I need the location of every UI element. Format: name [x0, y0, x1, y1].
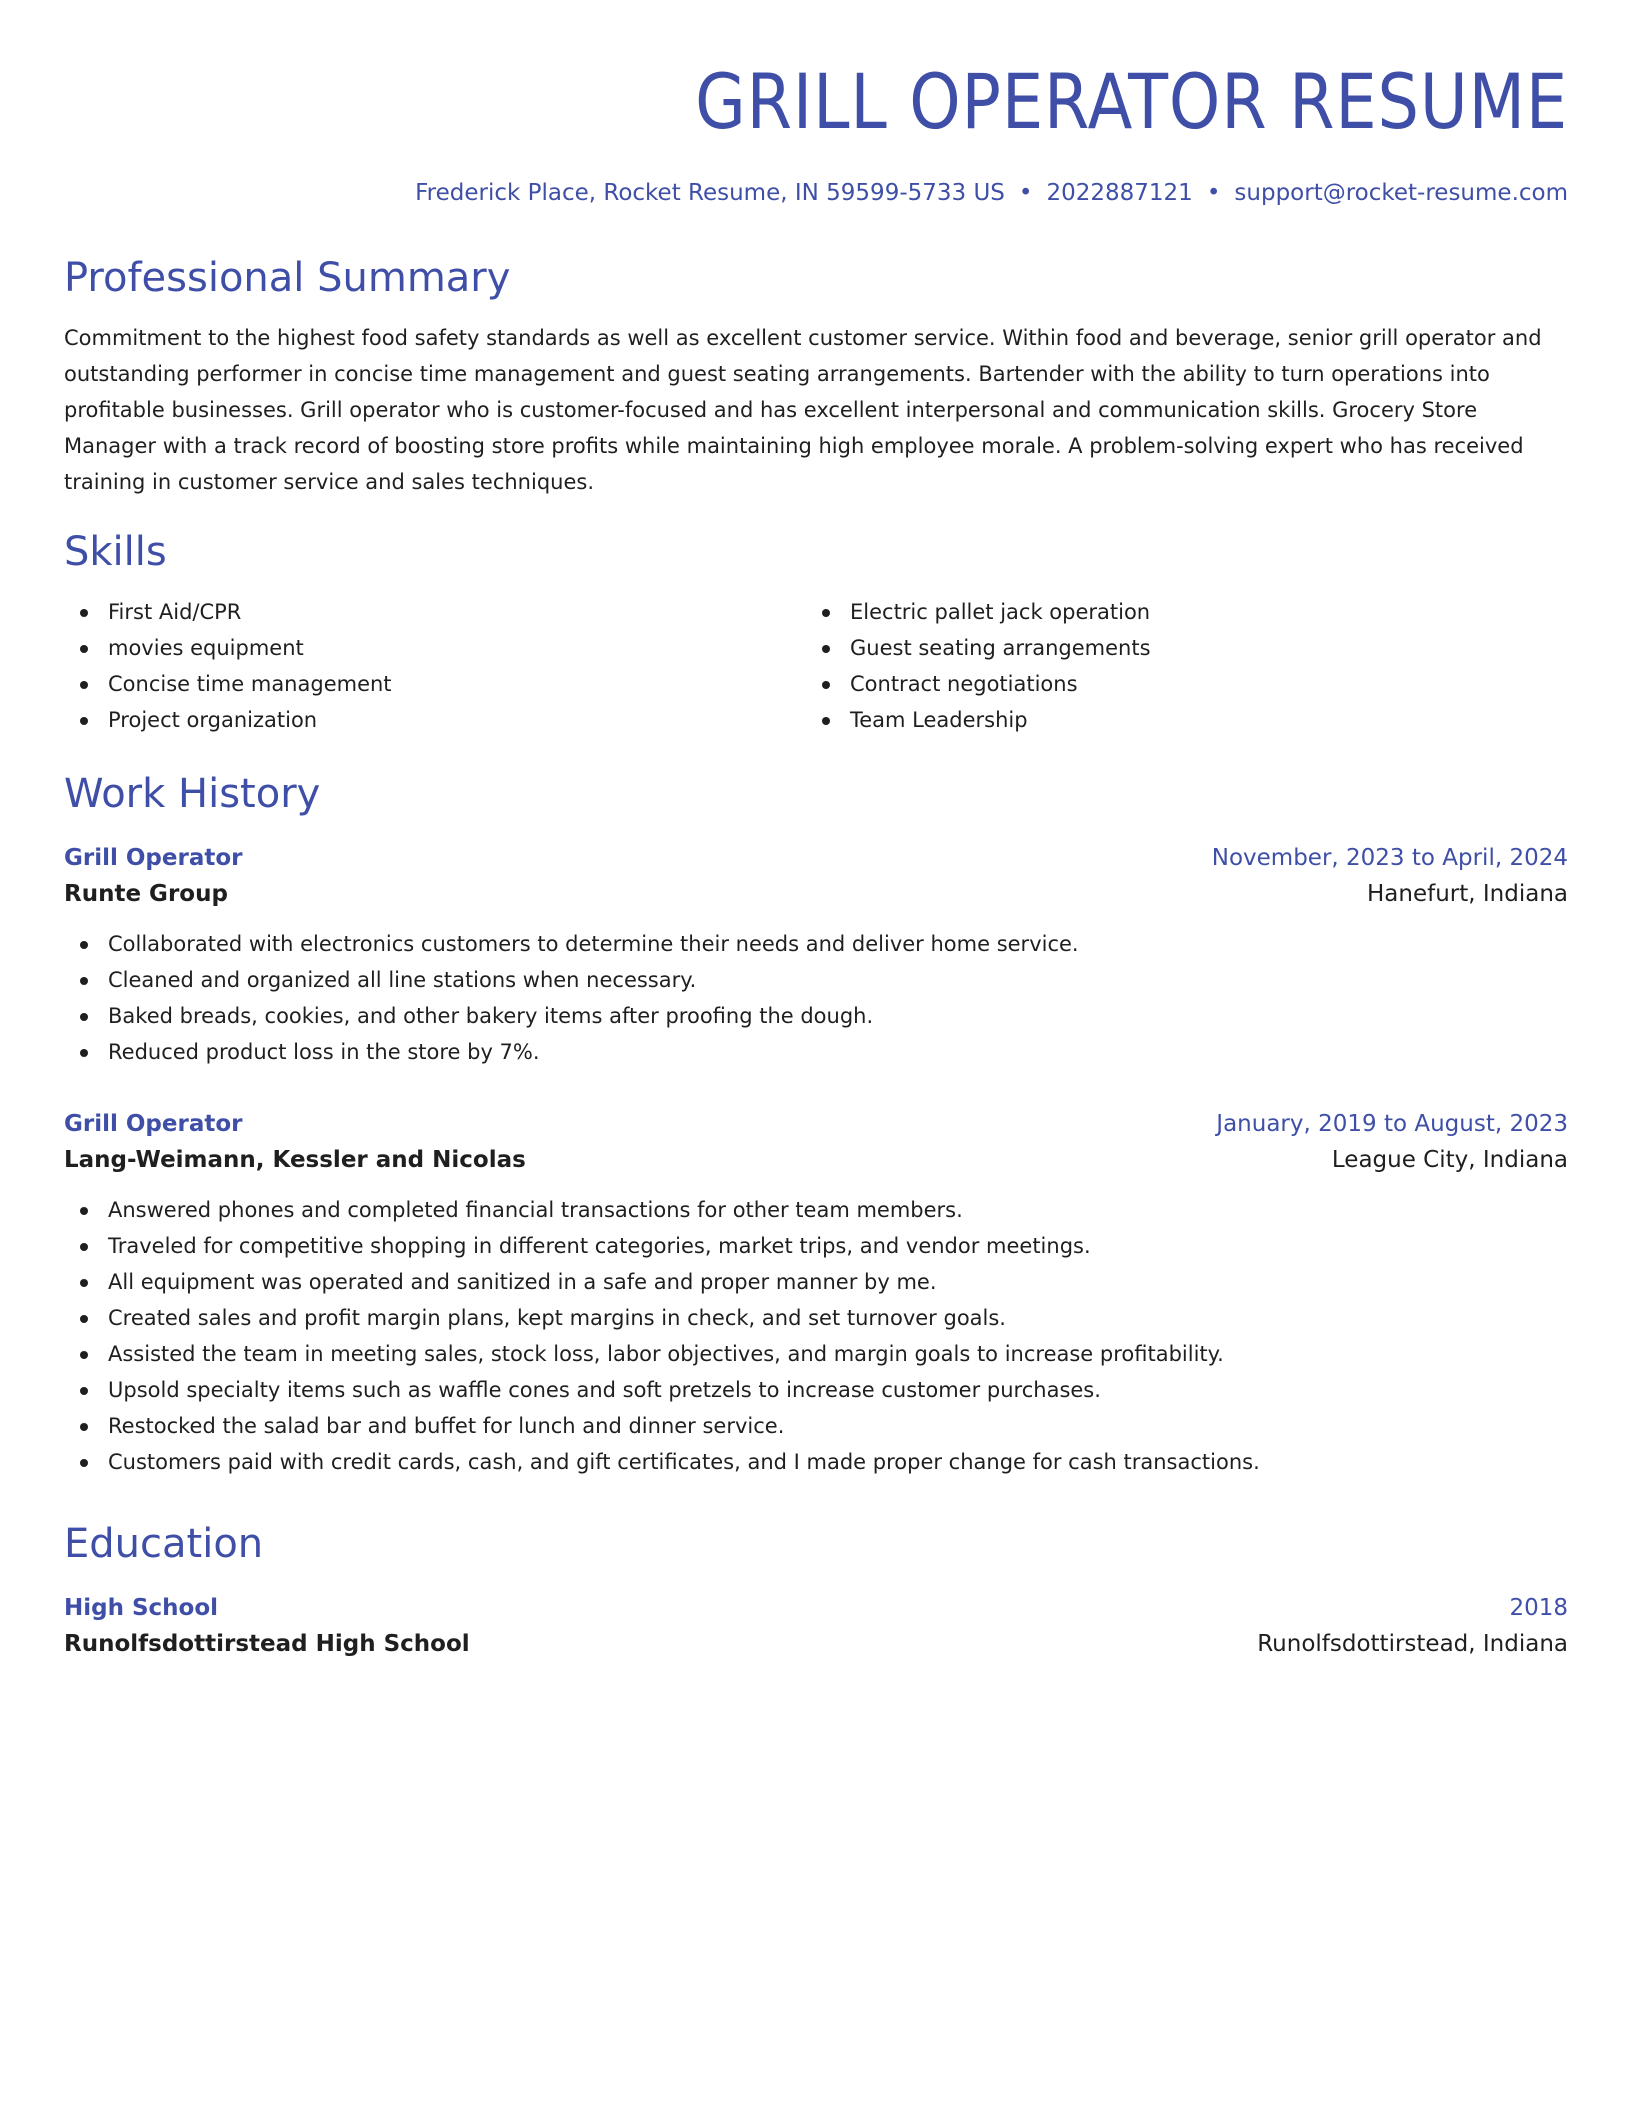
job-header — [64, 1106, 1568, 1142]
job-bullet: Answered phones and completed financial transactions for other team members. — [64, 1192, 1568, 1228]
summary-text: Commitment to the highest food safety standards as well as excellent customer service. Within food and beverage, senior grill operator and outstanding performer in concise time management and guest seating arrangements. Bartender with the ability to turn operations into profitable businesses. Grill operator who is customer-focused and has excellent interpersonal and communication skills. Grocery Store Manager with a track record of boosting store profits while maintaining high employee morale. A problem-solving expert who has received training in customer service and sales techniques. — [64, 325, 1542, 494]
job-entry — [64, 1106, 1568, 1480]
job-company: Lang-Weimann, Kessler and Nicolas — [64, 1146, 526, 1173]
job-entry — [64, 840, 1568, 1070]
job-title: Grill Operator — [64, 844, 243, 871]
contact-phone: 2022887121 — [1046, 180, 1193, 206]
job-bullet: Traveled for competitive shopping in different categories, market trips, and vendor meetings. — [64, 1228, 1568, 1264]
job-subheader — [64, 876, 1568, 912]
resume-title: GRILL OPERATOR RESUME — [695, 57, 1568, 146]
education-subheader — [64, 1626, 1568, 1662]
skill-item: Contract negotiations — [806, 666, 1548, 702]
job-location: Hanefurt, Indiana — [1366, 880, 1568, 907]
job-location: League City, Indiana — [1331, 1146, 1568, 1173]
job-bullets — [64, 926, 1568, 1070]
resume-page — [64, 0, 1568, 1662]
skills-column-left — [64, 594, 806, 738]
job-bullets — [64, 1192, 1568, 1480]
job-bullet: Assisted the team in meeting sales, stock loss, labor objectives, and margin goals to increase profitability. — [64, 1336, 1568, 1372]
job-header — [64, 840, 1568, 876]
skill-item: Guest seating arrangements — [806, 630, 1548, 666]
job-bullet: Cleaned and organized all line stations when necessary. — [64, 962, 1568, 998]
job-bullet: Reduced product loss in the store by 7%. — [64, 1034, 1568, 1070]
summary-heading: Professional Summary — [64, 254, 511, 301]
skill-item: Team Leadership — [806, 702, 1548, 738]
job-bullet: All equipment was operated and sanitized in a safe and proper manner by me. — [64, 1264, 1568, 1300]
skill-item: Electric pallet jack operation — [806, 594, 1548, 630]
education-location: Runolfsdottirstead, Indiana — [1257, 1630, 1568, 1657]
skills-column-right — [806, 594, 1548, 738]
skill-item: Project organization — [64, 702, 806, 738]
job-bullet: Baked breads, cookies, and other bakery items after proofing the dough. — [64, 998, 1568, 1034]
job-dates: January, 2019 to August, 2023 — [1216, 1110, 1568, 1137]
skills-heading: Skills — [64, 528, 167, 575]
work-history-heading: Work History — [64, 770, 321, 817]
skill-item: First Aid/CPR — [64, 594, 806, 630]
job-bullet: Collaborated with electronics customers to determine their needs and deliver home service. — [64, 926, 1568, 962]
education-header — [64, 1590, 1568, 1626]
education-year: 2018 — [1509, 1594, 1568, 1621]
contact-separator: • — [1206, 180, 1221, 206]
job-bullet: Restocked the salad bar and buffet for lunch and dinner service. — [64, 1408, 1568, 1444]
job-title: Grill Operator — [64, 1110, 243, 1137]
education-degree: High School — [64, 1594, 219, 1621]
contact-email: support@rocket-resume.com — [1234, 180, 1568, 206]
education-heading: Education — [64, 1520, 264, 1567]
job-subheader — [64, 1142, 1568, 1178]
job-bullet: Customers paid with credit cards, cash, and gift certificates, and I made proper change for cash transactions. — [64, 1444, 1568, 1480]
job-bullet: Upsold specialty items such as waffle cones and soft pretzels to increase customer purchases. — [64, 1372, 1568, 1408]
contact-address: Frederick Place, Rocket Resume, IN 59599-5733 US — [415, 180, 1005, 206]
job-bullet: Created sales and profit margin plans, kept margins in check, and set turnover goals. — [64, 1300, 1568, 1336]
contact-separator: • — [1018, 180, 1033, 206]
skill-item: movies equipment — [64, 630, 806, 666]
education-entry — [64, 1590, 1568, 1662]
contact-line — [64, 180, 1568, 208]
skills-list — [64, 594, 1568, 738]
job-company: Runte Group — [64, 880, 228, 907]
education-school: Runolfsdottirstead High School — [64, 1630, 470, 1657]
job-dates: November, 2023 to April, 2024 — [1211, 844, 1568, 871]
skill-item: Concise time management — [64, 666, 806, 702]
